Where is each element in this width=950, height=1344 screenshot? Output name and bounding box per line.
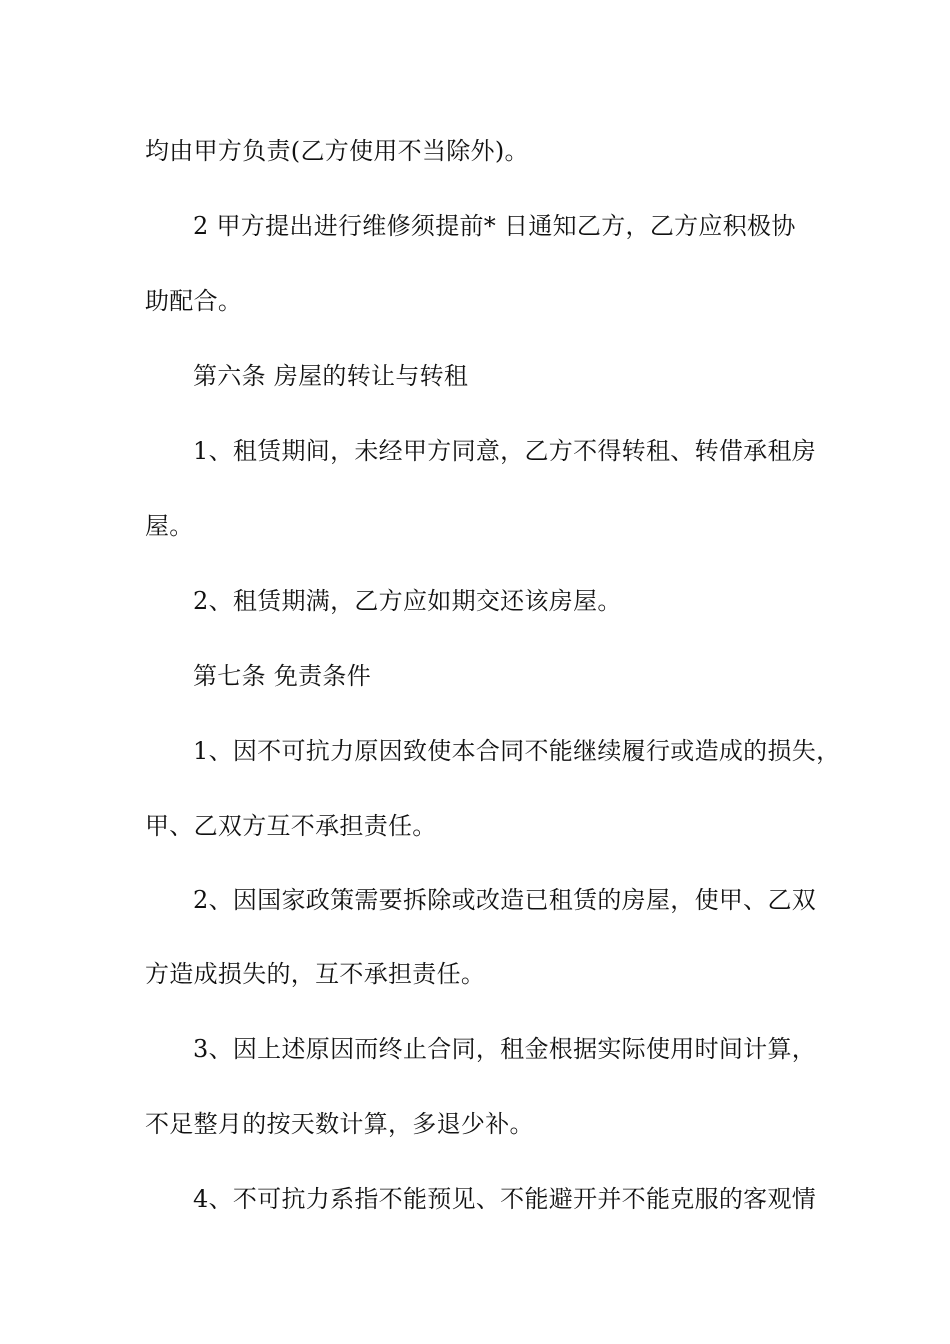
text-line: 均由甲方负责(乙方使用不当除外)。 — [145, 137, 529, 165]
section-heading: 第六条 房屋的转让与转租 — [193, 362, 469, 390]
text-line: 屋。 — [145, 512, 194, 540]
text-line: 方造成损失的，互不承担责任。 — [145, 960, 486, 988]
text-line: 1、租赁期间，未经甲方同意，乙方不得转租、转借承租房 — [193, 437, 817, 465]
text-line: 2、租赁期满，乙方应如期交还该房屋。 — [193, 587, 622, 615]
text-line: 3、因上述原因而终止合同，租金根据实际使用时间计算， — [193, 1035, 817, 1063]
text-line: 2、因国家政策需要拆除或改造已租赁的房屋，使甲、乙双 — [193, 886, 817, 914]
text-line: 甲、乙双方互不承担责任。 — [145, 812, 437, 840]
text-line: 2 甲方提出进行维修须提前* 日通知乙方，乙方应积极协 — [193, 212, 796, 240]
text-line: 不足整月的按天数计算，多退少补。 — [145, 1110, 534, 1138]
text-line: 助配合。 — [145, 287, 243, 315]
text-line: 4、不可抗力系指不能预见、不能避开并不能克服的客观情 — [193, 1185, 817, 1213]
text-line: 1、因不可抗力原因致使本合同不能继续履行或造成的损失， — [193, 737, 841, 765]
section-heading: 第七条 免责条件 — [193, 662, 372, 690]
